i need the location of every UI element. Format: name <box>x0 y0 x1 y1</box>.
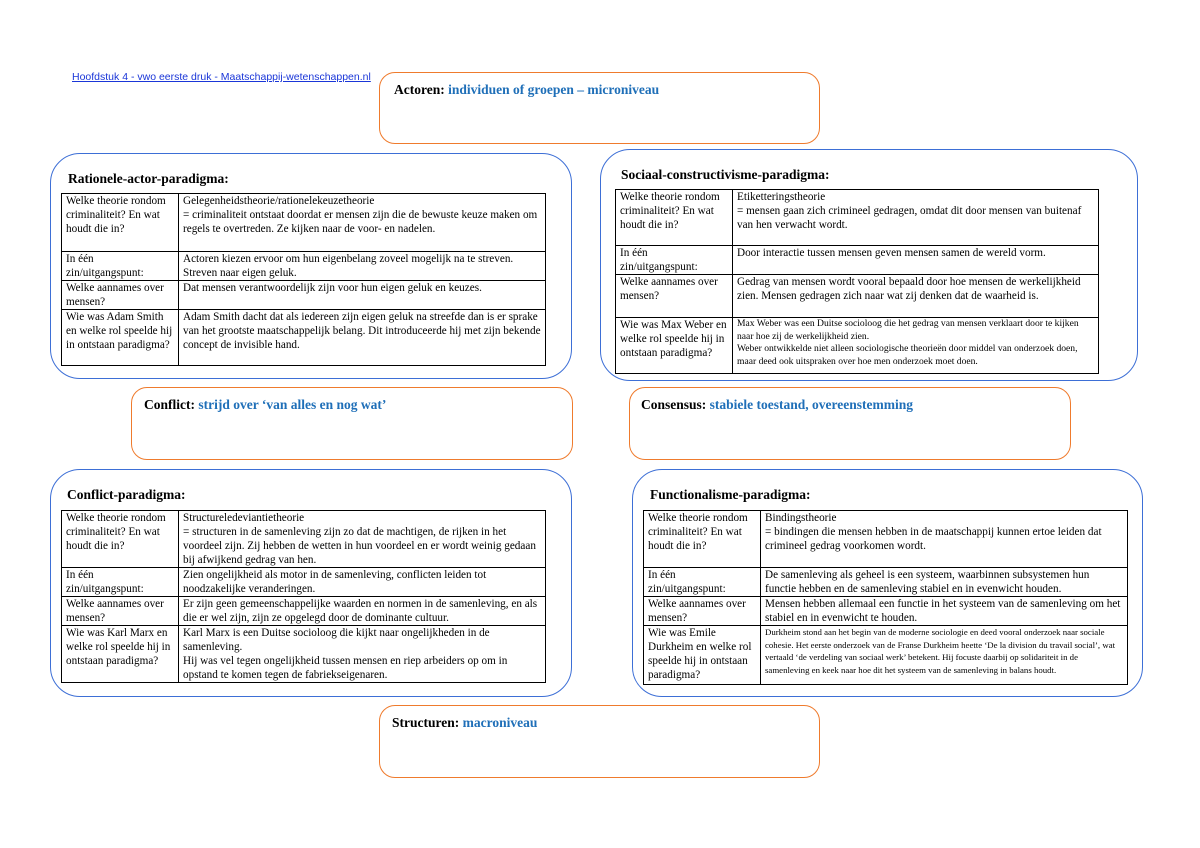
question-cell: In één zin/uitgangspunt: <box>62 252 179 281</box>
table-row <box>644 568 1128 597</box>
functionalisme-title: Functionalisme-paradigma: <box>650 487 811 502</box>
answer-line: Karl Marx is een Duitse socioloog die kijkt naar ongelijkheden in de samenleving. <box>183 627 490 653</box>
table-row <box>62 626 546 683</box>
answer-line: = structuren in de samenleving zijn zo dat de machtigen, de rijken in het voordeel zijn. Zij hebben de wetten in hun voordeel en er wordt weinig gedaan bij afwijkend gedrag van hen. <box>183 526 536 566</box>
table-row <box>644 626 1128 685</box>
answer-line: Hij was vel tegen ongelijkheid tussen mensen en riep arbeiders op om in opstand te komen tegen de fabriekseigenaren. <box>183 655 508 681</box>
consensus-box <box>629 387 1071 460</box>
consensus-text: stabiele toestand, overeenstemming <box>709 397 913 412</box>
table-row <box>62 281 546 310</box>
answer-cell <box>733 246 1099 275</box>
table-row <box>62 194 546 252</box>
question-cell: In één zin/uitgangspunt: <box>62 568 179 597</box>
structuren-text: macroniveau <box>462 715 538 730</box>
answer-line: = mensen gaan zich crimineel gedragen, omdat dit door mensen van buitenaf van hen verwacht wordt. <box>737 205 1082 231</box>
question-cell: In één zin/uitgangspunt: <box>644 568 761 597</box>
answer-line: Actoren kiezen ervoor om hun eigenbelang zoveel mogelijk na te streven. Streven naar eigen geluk. <box>183 253 514 279</box>
actoren-text: individuen of groepen – microniveau <box>448 82 660 97</box>
conflict-paradigma-table <box>61 510 546 683</box>
rationele-actor-title: Rationele-actor-paradigma: <box>68 171 229 186</box>
answer-cell <box>733 275 1099 318</box>
question-cell: Welke theorie rondom criminaliteit? En wat houdt die in? <box>644 511 761 568</box>
sociaal-constructivisme-title: Sociaal-constructivisme-paradigma: <box>621 167 830 182</box>
conflict-box <box>131 387 573 460</box>
question-cell: Welke aannames over mensen? <box>62 597 179 626</box>
rationele-actor-table <box>61 193 546 366</box>
structuren-label: Structuren: <box>392 715 460 730</box>
answer-line: De samenleving als geheel is een systeem, waarbinnen subsystemen hun functie hebben en de samenleving stabiel en in evenwicht houden. <box>765 569 1090 595</box>
answer-cell <box>179 194 546 252</box>
question-cell: Welke theorie rondom criminaliteit? En wat houdt die in? <box>62 511 179 568</box>
answer-line: Er zijn geen gemeenschappelijke waarden en normen in de samenleving, en als die er wel zijn, zijn ze opgelegd door de dominante cultuur. <box>183 598 538 624</box>
table-row <box>62 597 546 626</box>
conflict-heading <box>144 397 386 413</box>
table-row <box>62 252 546 281</box>
consensus-label: Consensus: <box>641 397 707 412</box>
answer-line: Etiketteringstheorie <box>737 191 826 203</box>
question-cell: Wie was Max Weber en welke rol speelde hij in ontstaan paradigma? <box>616 318 733 374</box>
structuren-heading <box>392 715 537 731</box>
question-cell: Welke aannames over mensen? <box>62 281 179 310</box>
answer-cell <box>179 511 546 568</box>
answer-line: = criminaliteit ontstaat doordat er mensen zijn die de bewuste keuze maken om regels te overtreden. Ze kijken naar de voor- en nadelen. <box>183 209 538 235</box>
sociaal-constructivisme-table <box>615 189 1099 374</box>
answer-line: Structureledeviantietheorie <box>183 512 305 524</box>
question-cell: Welke theorie rondom criminaliteit? En wat houdt die in? <box>616 190 733 246</box>
answer-line: Durkheim stond aan het begin van de moderne sociologie en deed vooral onderzoek naar sociale cohesie. Het eerste onderzoek van de Franse Durkheim heette ‘De la division du travail social’, wat vertaald ‘de verdeling van sociaal werk’ betekent. Hij focuste daarbij op solidariteit in de samenleving en keek naar hoe dit het systeem van de samenleving in balans houdt. <box>765 627 1116 675</box>
structuren-box <box>379 705 820 778</box>
question-cell: Welke aannames over mensen? <box>644 597 761 626</box>
table-row <box>616 246 1099 275</box>
answer-cell <box>179 626 546 683</box>
answer-line: Max Weber was een Duitse socioloog die het gedrag van mensen verklaart door te kijken naar hoe zij de werkelijkheid zien. <box>737 318 1079 342</box>
question-cell: Wie was Emile Durkheim en welke rol speelde hij in ontstaan paradigma? <box>644 626 761 685</box>
answer-cell <box>179 597 546 626</box>
table-row <box>62 511 546 568</box>
answer-cell <box>179 568 546 597</box>
answer-cell <box>761 568 1128 597</box>
answer-line: Zien ongelijkheid als motor in de samenleving, conflicten leiden tot noodzakelijke veranderingen. <box>183 569 487 595</box>
conflict-paradigma-title: Conflict-paradigma: <box>67 487 186 502</box>
header-link[interactable]: Hoofdstuk 4 - vwo eerste druk - Maatschappij-wetenschappen.nl <box>72 71 371 83</box>
table-row <box>644 597 1128 626</box>
answer-cell <box>733 318 1099 374</box>
actoren-heading <box>394 82 659 98</box>
answer-line: Gelegenheidstheorie/rationelekeuzetheorie <box>183 195 375 207</box>
answer-line: = bindingen die mensen hebben in de maatschappij kunnen ertoe leiden dat crimineel gedrag voorkomen wordt. <box>765 526 1102 552</box>
answer-line: Dat mensen verantwoordelijk zijn voor hun eigen geluk en keuzes. <box>183 282 482 294</box>
answer-line: Gedrag van mensen wordt vooral bepaald door hoe mensen de werkelijkheid zien. Mensen gedragen zich naar wat zij denken dat de waarheid is. <box>737 276 1081 302</box>
conflict-label: Conflict: <box>144 397 195 412</box>
answer-cell <box>761 597 1128 626</box>
answer-cell <box>179 310 546 366</box>
table-row <box>616 318 1099 374</box>
answer-cell <box>761 511 1128 568</box>
table-row <box>616 190 1099 246</box>
answer-cell <box>179 252 546 281</box>
question-cell: Welke theorie rondom criminaliteit? En wat houdt die in? <box>62 194 179 252</box>
answer-line: Mensen hebben allemaal een functie in het systeem van de samenleving om het stabiel en in evenwicht te houden. <box>765 598 1121 624</box>
question-cell: Welke aannames over mensen? <box>616 275 733 318</box>
answer-cell <box>733 190 1099 246</box>
question-cell: Wie was Adam Smith en welke rol speelde hij in ontstaan paradigma? <box>62 310 179 366</box>
functionalisme-table <box>643 510 1128 685</box>
answer-line: Bindingstheorie <box>765 512 837 524</box>
table-row <box>616 275 1099 318</box>
question-cell: In één zin/uitgangspunt: <box>616 246 733 275</box>
answer-cell <box>179 281 546 310</box>
actoren-box <box>379 72 820 144</box>
answer-line: Weber ontwikkelde niet alleen sociologische theorieën door middel van onderzoek doen, maar deed ook uitspraken over hoe men onderzoek moet doen. <box>737 343 1078 367</box>
table-row <box>62 310 546 366</box>
answer-cell <box>761 626 1128 685</box>
conflict-text: strijd over ‘van alles en nog wat’ <box>198 397 387 412</box>
answer-line: Door interactie tussen mensen geven mensen samen de wereld vorm. <box>737 247 1046 259</box>
question-cell: Wie was Karl Marx en welke rol speelde hij in ontstaan paradigma? <box>62 626 179 683</box>
actoren-label: Actoren: <box>394 82 445 97</box>
consensus-heading <box>641 397 913 413</box>
table-row <box>62 568 546 597</box>
table-row <box>644 511 1128 568</box>
answer-line: Adam Smith dacht dat als iedereen zijn eigen geluk na streefde dan is er sprake van het grootste maatschappelijk belang. Dit introduceerde hij met zijn bekende concept de invisible hand. <box>183 311 541 351</box>
